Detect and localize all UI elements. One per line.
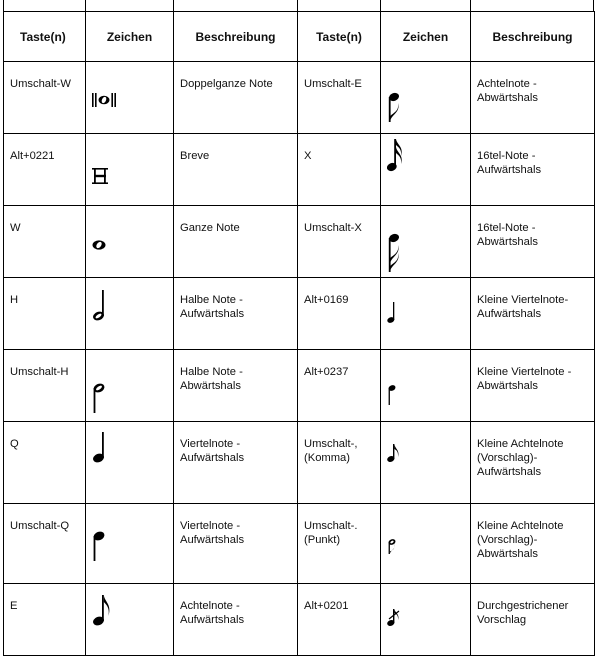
symbol-cell: [86, 134, 174, 206]
eighth-note-stem-up-icon: [92, 594, 112, 628]
header-description-left: Beschreibung: [174, 12, 298, 62]
keyboard-shortcut-table: [3, 11, 595, 656]
description-cell: Halbe Note - Aufwärtshals: [174, 278, 298, 350]
symbol-cell: [381, 350, 471, 422]
whole-note-icon: [92, 240, 106, 250]
symbol-cell: [381, 206, 471, 278]
key-cell: Alt+0169: [298, 278, 381, 350]
table-row: [4, 350, 595, 422]
top-edge-lines: [3, 0, 594, 11]
key-cell: E: [4, 584, 86, 656]
key-cell: X: [298, 134, 381, 206]
header-description-right: Beschreibung: [471, 12, 595, 62]
description-cell: Kleine Viertelnote-Aufwärtshals: [471, 278, 595, 350]
description-cell: 16tel-Note - Abwärtshals: [471, 206, 595, 278]
symbol-cell: [86, 584, 174, 656]
small-quarter-note-stem-up-icon: [387, 302, 397, 324]
description-cell: Doppelganze Note: [174, 62, 298, 134]
key-cell: Umschalt-. (Punkt): [298, 504, 381, 584]
symbol-cell: [381, 62, 471, 134]
key-cell: Alt+0237: [298, 350, 381, 422]
description-cell: Viertelnote - Aufwärtshals: [174, 504, 298, 584]
description-cell: Kleine Achtelnote (Vorschlag)- Abwärtshals: [471, 504, 595, 584]
symbol-cell: [86, 62, 174, 134]
table-row: [4, 278, 595, 350]
key-cell: Umschalt-E: [298, 62, 381, 134]
description-cell: Halbe Note - Abwärtshals: [174, 350, 298, 422]
header-symbol-right: Zeichen: [381, 12, 471, 62]
symbol-cell: [381, 278, 471, 350]
breve-icon: [92, 168, 108, 184]
small-quarter-note-stem-down-icon: [387, 384, 397, 406]
description-cell: Kleine Viertelnote - Abwärtshals: [471, 350, 595, 422]
description-cell: Durchgestrichener Vorschlag: [471, 584, 595, 656]
symbol-cell: [86, 422, 174, 504]
symbol-cell: [86, 350, 174, 422]
half-note-stem-up-icon: [92, 290, 106, 322]
symbol-cell: [381, 584, 471, 656]
table-row: [4, 62, 595, 134]
key-cell: Umschalt-X: [298, 206, 381, 278]
description-cell: Achtelnote - Abwärtshals: [471, 62, 595, 134]
symbol-cell: [86, 504, 174, 584]
key-cell: Umschalt-W: [4, 62, 86, 134]
key-cell: Umschalt-, (Komma): [298, 422, 381, 504]
key-cell: Umschalt-H: [4, 350, 86, 422]
double-whole-note-icon: [92, 92, 116, 108]
symbol-cell: [86, 278, 174, 350]
quarter-note-stem-up-icon: [92, 432, 106, 464]
header-symbol-left: Zeichen: [86, 12, 174, 62]
table-row: [4, 134, 595, 206]
sixteenth-note-stem-up-icon: [387, 138, 405, 174]
description-cell: Breve: [174, 134, 298, 206]
key-cell: Q: [4, 422, 86, 504]
sixteenth-note-stem-down-icon: [387, 232, 403, 274]
key-cell: H: [4, 278, 86, 350]
key-cell: W: [4, 206, 86, 278]
eighth-note-stem-down-icon: [387, 90, 403, 124]
description-cell: Viertelnote - Aufwärtshals: [174, 422, 298, 504]
key-cell: Alt+0201: [298, 584, 381, 656]
symbol-cell: [86, 206, 174, 278]
description-cell: Achtelnote - Aufwärtshals: [174, 584, 298, 656]
small-eighth-grace-note-stem-up-icon: [387, 444, 401, 464]
table-row: [4, 206, 595, 278]
header-keys-left: Taste(n): [4, 12, 86, 62]
key-cell: Alt+0221: [4, 134, 86, 206]
table-row: [4, 584, 595, 656]
header-keys-right: Taste(n): [298, 12, 381, 62]
slashed-grace-note-icon: [387, 608, 401, 628]
description-cell: Ganze Note: [174, 206, 298, 278]
symbol-cell: [381, 134, 471, 206]
table-row: [4, 422, 595, 504]
description-cell: Kleine Achtelnote (Vorschlag)- Aufwärtshals: [471, 422, 595, 504]
half-note-stem-down-icon: [92, 382, 106, 414]
description-cell: 16tel-Note - Aufwärtshals: [471, 134, 595, 206]
quarter-note-stem-down-icon: [92, 530, 106, 562]
key-cell: Umschalt-Q: [4, 504, 86, 584]
symbol-cell: [381, 422, 471, 504]
small-eighth-grace-note-stem-down-icon: [387, 538, 399, 556]
symbol-cell: [381, 504, 471, 584]
table-header-row: [4, 12, 595, 62]
table-row: [4, 504, 595, 584]
